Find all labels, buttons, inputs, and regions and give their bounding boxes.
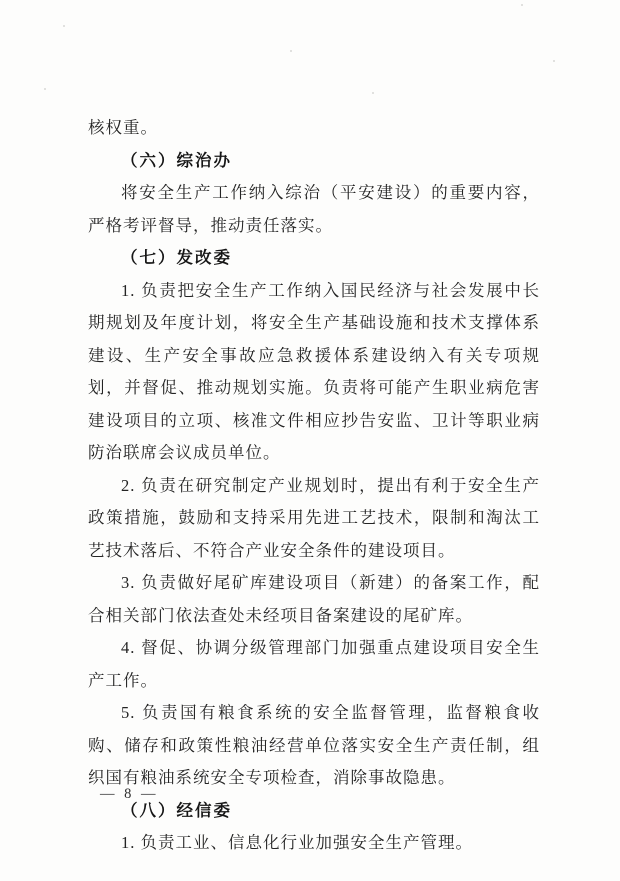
continuation-line: 核权重。	[88, 118, 158, 137]
scan-speckle	[44, 88, 46, 90]
paragraph: 将安全生产工作纳入综治（平安建设）的重要内容，严格考评督导，推动责任落实。	[88, 183, 540, 235]
section-heading-6: （六）综治办	[121, 150, 232, 170]
scan-speckle	[553, 60, 555, 62]
section-heading-7: （七）发改委	[121, 248, 232, 267]
scan-speckle	[521, 4, 523, 6]
paragraph: 4. 督促、协调分级管理部门加强重点建设项目安全生产工作。	[88, 638, 540, 690]
paragraph: 3. 负责做好尾矿库建设项目（新建）的备案工作，配合相关部门依法查处未经项目备案建设的尾矿库。	[88, 573, 540, 625]
paragraph: 5. 负责国有粮食系统的安全监督管理，监督粮食收购、储存和政策性粮油经营单位落实安全生产责任制，组织国有粮油系统安全专项检查，消除事故隐患。	[88, 703, 540, 787]
document-body	[88, 112, 540, 860]
section-heading-8: （八）经信委	[121, 800, 232, 820]
paragraph: 2. 负责在研究制定产业规划时，提出有利于安全生产政策措施，鼓励和支持采用先进工艺技术，限制和淘汰工艺技术落后、不符合产业安全条件的建设项目。	[88, 475, 540, 560]
paragraph: 1. 负责把安全生产工作纳入国民经济与社会发展中长期规划及年度计划，将安全生产基础设施和技术支撑体系建设、生产安全事故应急救援体系建设纳入有关专项规划，并督促、推动规划实施。负责将可能产生职业病危害建设项目的立项、核准文件相应抄告安监、卫计等职业病防治联席会议成员单位。	[88, 280, 540, 462]
scan-speckle	[290, 50, 292, 52]
paragraph: 1. 负责工业、信息化行业加强安全生产管理。	[121, 833, 473, 852]
scan-speckle	[63, 25, 65, 27]
page-number: — 8 —	[100, 786, 159, 802]
scan-speckle	[372, 92, 374, 94]
